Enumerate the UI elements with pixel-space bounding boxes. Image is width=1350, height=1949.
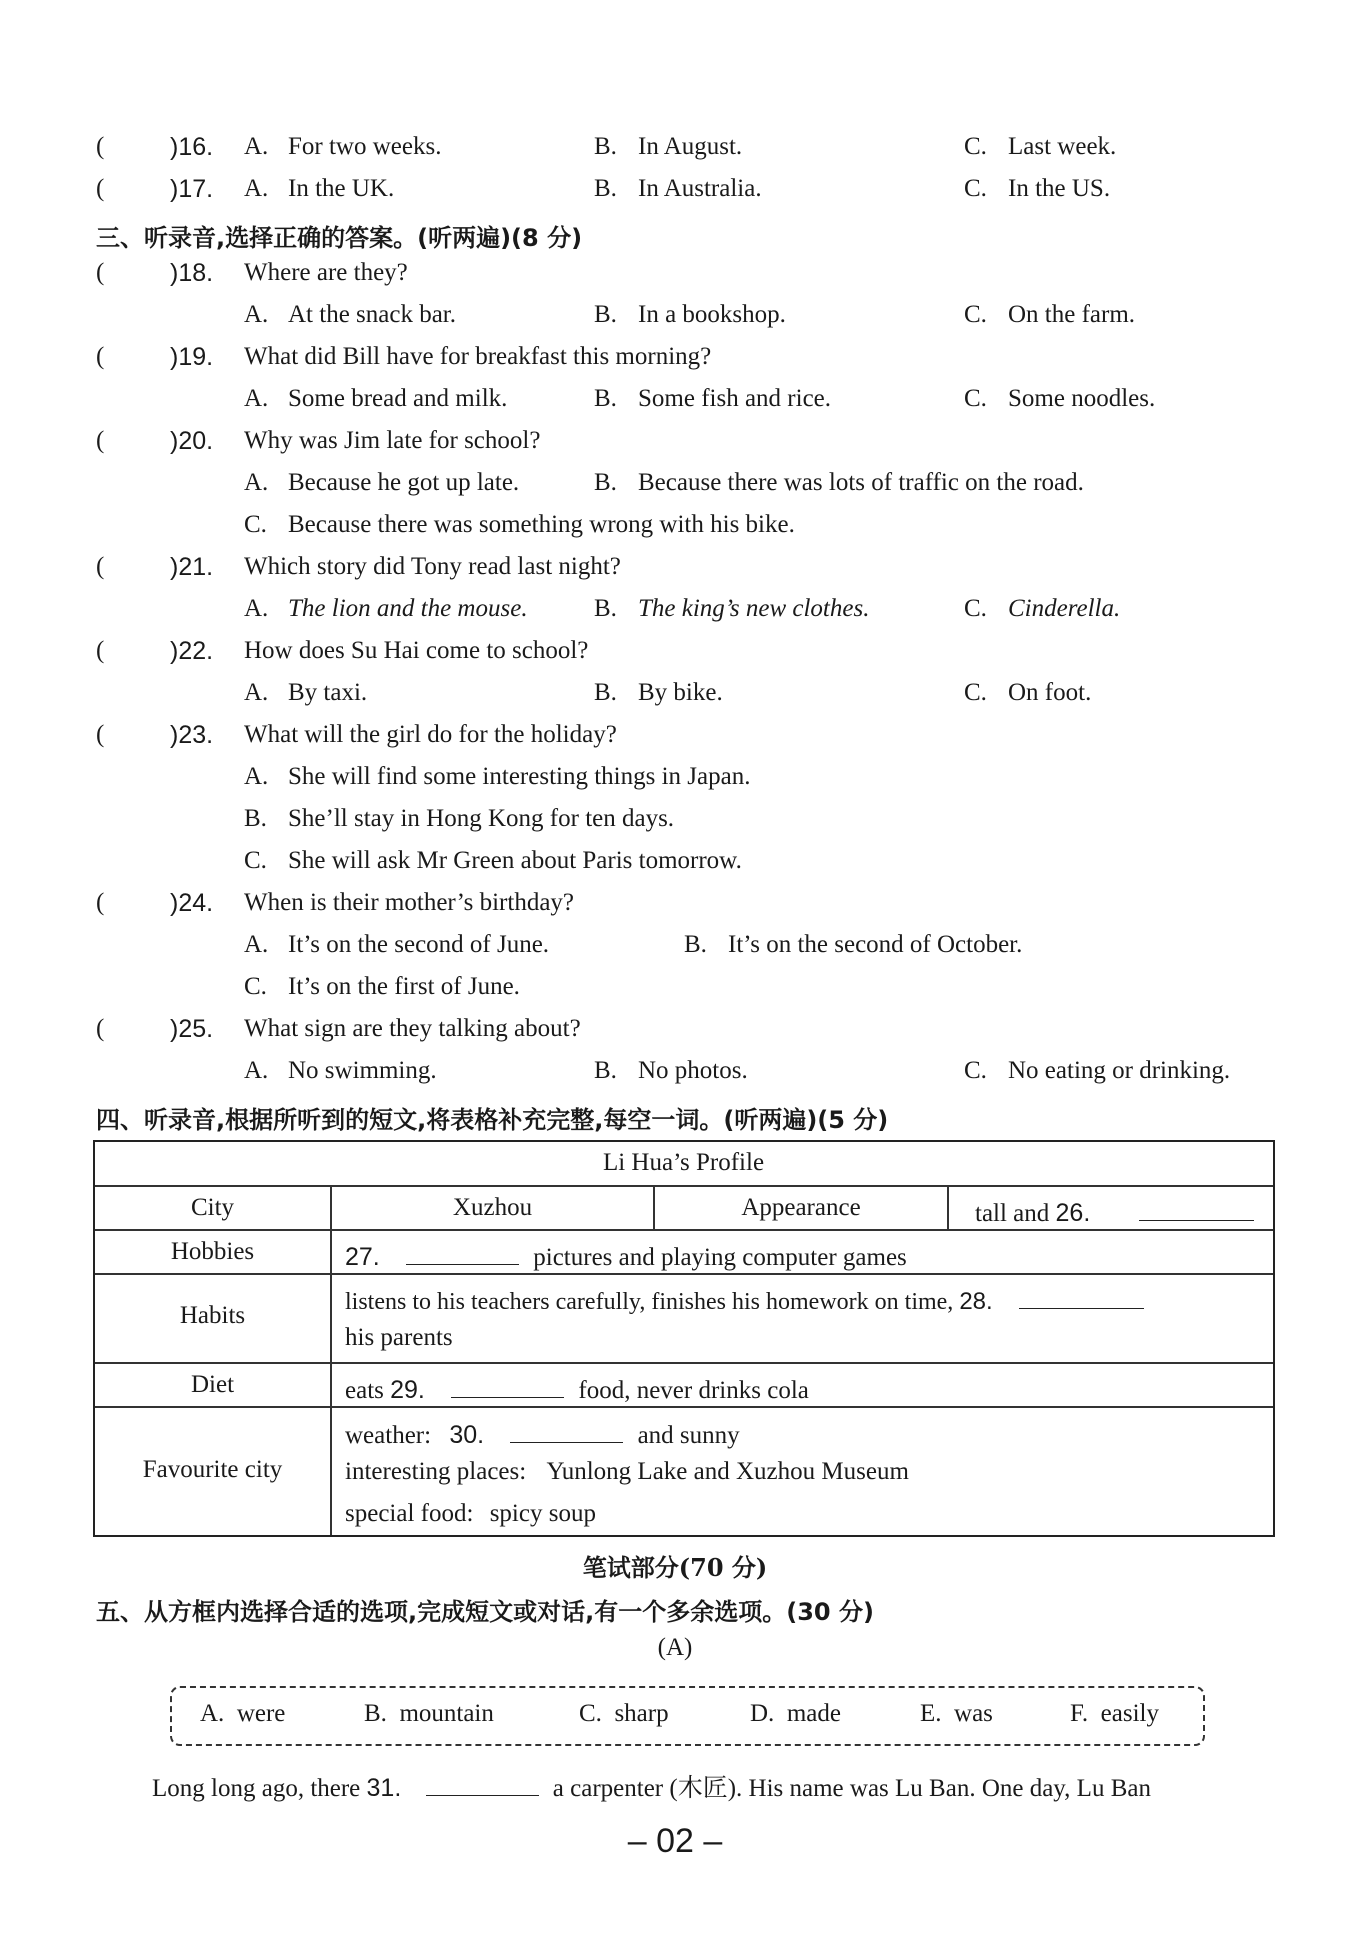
blank-26[interactable]	[1139, 1194, 1254, 1221]
option-a: A. At the snack bar.	[244, 301, 457, 328]
favourite-city-label: Favourite city	[142, 1456, 283, 1483]
passage-line-1: Long long ago, there 31. a carpenter (木匠). His name was Lu Ban. One day, Lu Ban	[152, 1768, 1151, 1808]
option-b: B. Because there was lots of traffic on the road.	[594, 469, 1084, 496]
question-number: )22.	[170, 637, 214, 665]
word-option: D. made	[750, 1700, 841, 1727]
hobbies-value: 27. pictures and playing computer games	[345, 1238, 907, 1272]
answer-paren[interactable]: (	[96, 259, 105, 286]
question-text: What will the girl do for the holiday?	[244, 721, 617, 748]
section-3-title: 三、听录音,选择正确的答案。(听两遍)(8 分)	[96, 224, 583, 252]
option-c: C. No eating or drinking.	[964, 1057, 1231, 1084]
profile-table	[93, 1140, 1275, 1537]
word-option: F. easily	[1070, 1700, 1159, 1727]
blank-27[interactable]	[406, 1238, 519, 1265]
option-c: C. On foot.	[964, 679, 1092, 706]
option-b: B. Some fish and rice.	[594, 385, 832, 412]
option-b: B. It’s on the second of October.	[684, 931, 1023, 958]
answer-paren[interactable]: (	[96, 637, 105, 664]
question-text: What did Bill have for breakfast this morning?	[244, 343, 712, 370]
diet-label: Diet	[190, 1371, 235, 1398]
appearance-value: tall and 26.	[975, 1194, 1254, 1228]
option-a: A. For two weeks.	[244, 133, 442, 160]
option-b: B. She’ll stay in Hong Kong for ten days.	[244, 805, 675, 832]
appearance-label: Appearance	[741, 1194, 861, 1221]
option-b: B. No photos.	[594, 1057, 748, 1084]
question-number: )25.	[170, 1015, 214, 1043]
diet-value: eats 29. food, never drinks cola	[345, 1371, 809, 1405]
answer-paren[interactable]: (	[96, 427, 105, 454]
option-c: C. It’s on the first of June.	[244, 973, 520, 1000]
city-label: City	[190, 1194, 235, 1221]
question-text: What sign are they talking about?	[244, 1015, 581, 1042]
answer-paren[interactable]: (	[96, 889, 105, 916]
option-b: B. The king’s new clothes.	[594, 595, 870, 622]
question-number: )23.	[170, 721, 214, 749]
answer-paren[interactable]: (	[96, 721, 105, 748]
question-text: How does Su Hai come to school?	[244, 637, 589, 664]
blank-28[interactable]	[1019, 1282, 1144, 1309]
weather-line: weather: 30. and sunny	[345, 1416, 740, 1450]
option-a: A. No swimming.	[244, 1057, 437, 1084]
section-5-title: 五、从方框内选择合适的选项,完成短文或对话,有一个多余选项。(30 分)	[96, 1598, 874, 1626]
option-c: C. Because there was something wrong with his bike.	[244, 511, 795, 538]
option-a: A. In the UK.	[244, 175, 395, 202]
question-text: Where are they?	[244, 259, 408, 286]
habits-label: Habits	[179, 1302, 246, 1329]
food-line: special food: spicy soup	[345, 1500, 596, 1527]
city-value: Xuzhou	[452, 1194, 533, 1221]
word-option: A. were	[200, 1700, 286, 1727]
option-c: C. Cinderella.	[964, 595, 1121, 622]
option-b: B. By bike.	[594, 679, 723, 706]
option-c: C. Some noodles.	[964, 385, 1156, 412]
section-4-title: 四、听录音,根据所听到的短文,将表格补充完整,每空一词。(听两遍)(5 分)	[96, 1106, 889, 1134]
answer-paren[interactable]: (	[96, 343, 105, 370]
question-number: )19.	[170, 343, 214, 371]
answer-paren[interactable]: (	[96, 133, 105, 160]
question-number: )17.	[170, 175, 214, 203]
hobbies-label: Hobbies	[170, 1238, 255, 1265]
option-a: A. She will find some interesting things in Japan.	[244, 763, 751, 790]
question-number: )18.	[170, 259, 214, 287]
option-a: A. By taxi.	[244, 679, 368, 706]
blank-31[interactable]	[426, 1769, 539, 1796]
word-option: E. was	[920, 1700, 993, 1727]
word-option: B. mountain	[364, 1700, 494, 1727]
option-a: A. The lion and the mouse.	[244, 595, 528, 622]
answer-paren[interactable]: (	[96, 1015, 105, 1042]
question-text: Why was Jim late for school?	[244, 427, 541, 454]
answer-paren[interactable]: (	[96, 175, 105, 202]
question-number: )20.	[170, 427, 214, 455]
question-text: Which story did Tony read last night?	[244, 553, 621, 580]
places-line: interesting places: Yunlong Lake and Xuzhou Museum	[345, 1458, 909, 1485]
option-c: C. In the US.	[964, 175, 1111, 202]
option-b: B. In August.	[594, 133, 743, 160]
table-title: Li Hua’s Profile	[602, 1149, 765, 1176]
option-a: A. It’s on the second of June.	[244, 931, 550, 958]
option-c: C. On the farm.	[964, 301, 1136, 328]
page-number: – 02 –	[627, 1822, 723, 1860]
question-text: When is their mother’s birthday?	[244, 889, 575, 916]
option-b: B. In Australia.	[594, 175, 762, 202]
question-number: )16.	[170, 133, 214, 161]
option-c: C. Last week.	[964, 133, 1117, 160]
option-c: C. She will ask Mr Green about Paris tomorrow.	[244, 847, 742, 874]
question-number: )24.	[170, 889, 214, 917]
option-a: A. Because he got up late.	[244, 469, 520, 496]
word-options-box	[170, 1686, 1205, 1746]
blank-30[interactable]	[510, 1416, 623, 1443]
word-option: C. sharp	[579, 1700, 669, 1727]
habits-line-1: listens to his teachers carefully, finishes his homework on time, 28.	[345, 1282, 1144, 1316]
written-part-title: 笔试部分(70 分)	[582, 1553, 768, 1582]
option-b: B. In a bookshop.	[594, 301, 786, 328]
option-a: A. Some bread and milk.	[244, 385, 508, 412]
answer-paren[interactable]: (	[96, 553, 105, 580]
blank-29[interactable]	[451, 1371, 564, 1398]
habits-line-2: his parents	[345, 1324, 453, 1351]
question-number: )21.	[170, 553, 214, 581]
part-a-label: (A)	[657, 1634, 693, 1661]
